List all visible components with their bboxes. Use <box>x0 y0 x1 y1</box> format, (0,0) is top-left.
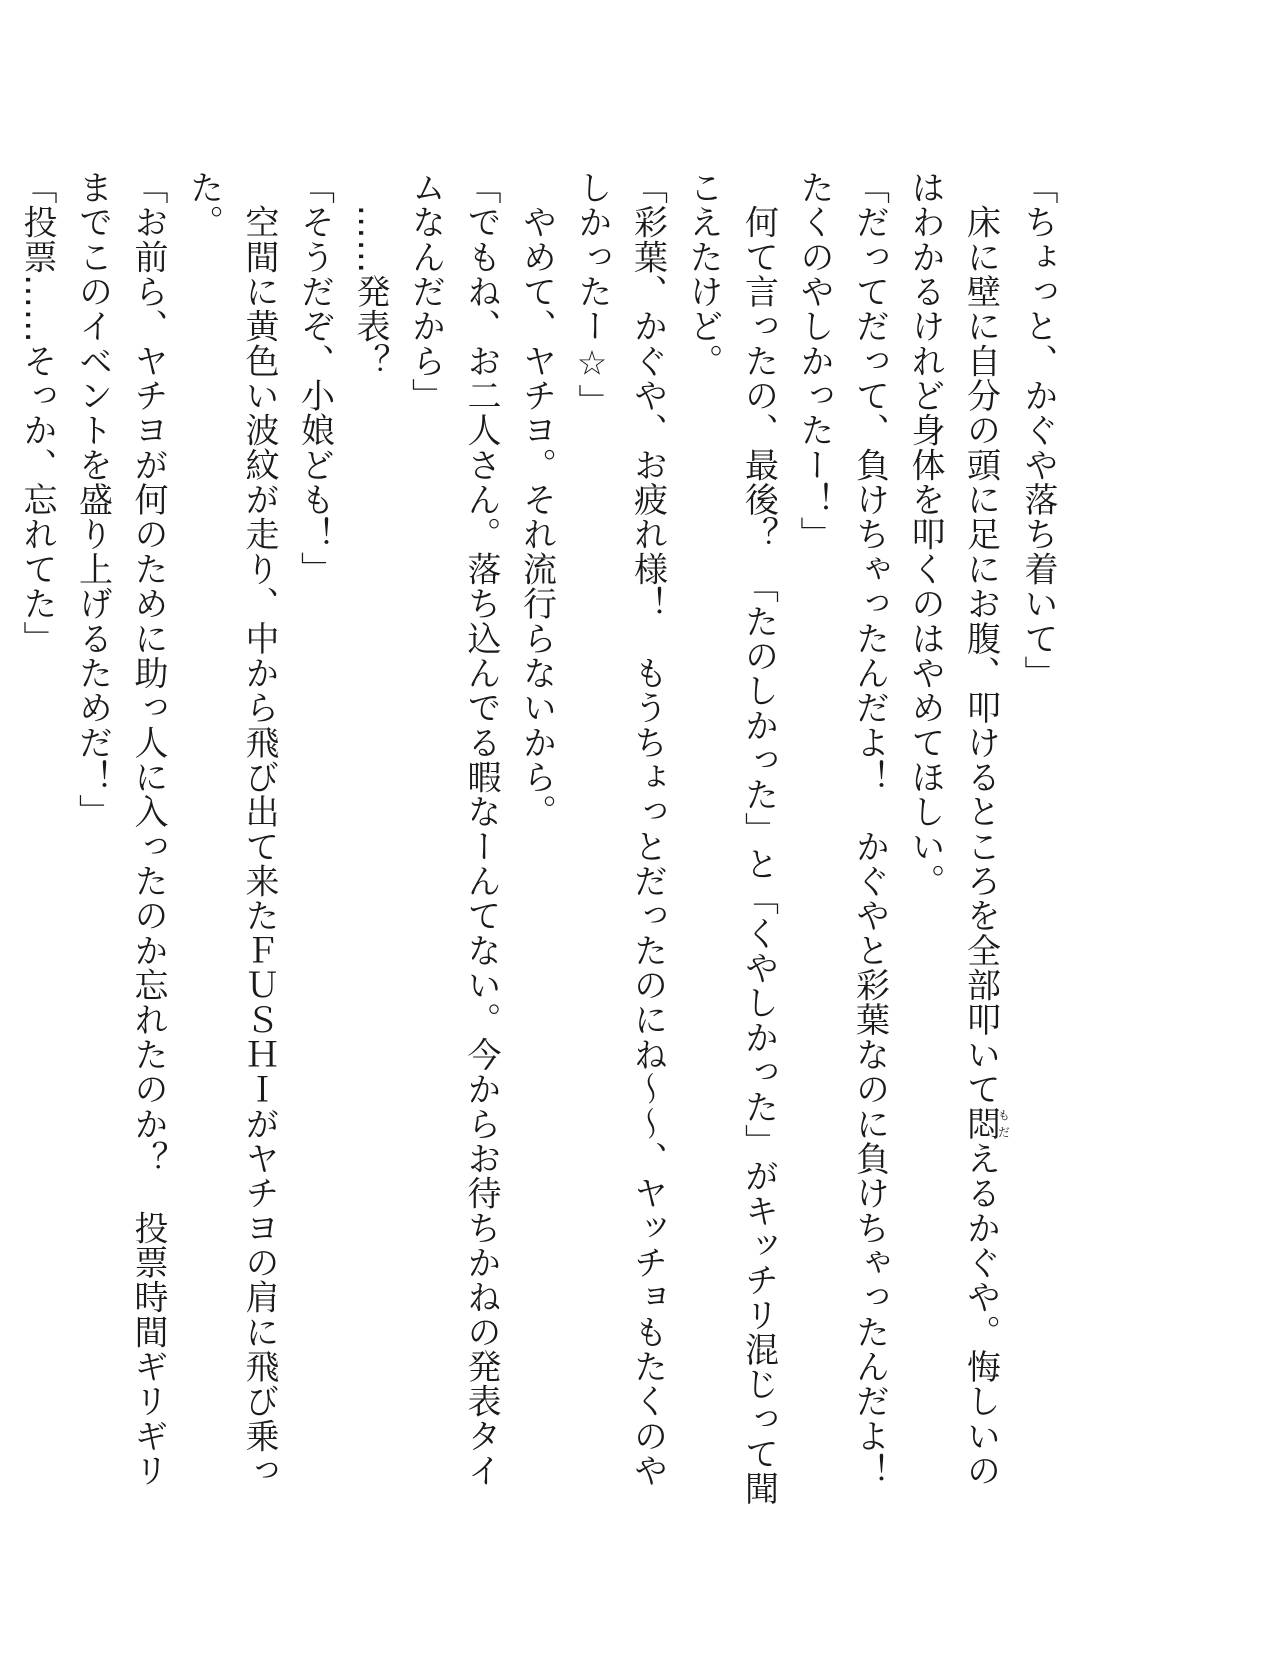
paragraph: 「そうだぞ、小娘ども！」 <box>294 170 335 587</box>
paragraph-text: えるかぐや。悔しいのはわかるけれど身体を叩くのはやめてほしい。 <box>905 170 1001 1488</box>
paragraph-with-ruby <box>897 170 1010 1510</box>
ruby-reading: もだ <box>996 1106 1011 1142</box>
paragraph: 「だってだって、負けちゃったんだよ！ かぐやと彩葉なのに負けちゃったんだよ！ たくのやしかったー！」 <box>794 170 890 1523</box>
paragraph-text: 床に壁に自分の頭に足にお腹、叩けるところを全部叩いて <box>960 170 1001 1107</box>
paragraph: ……発表？ <box>350 170 390 379</box>
paragraph: 「でもね、お二人さん。落ち込んでる暇なーんてない。今からお待ちかねの発表タイムなんだから」 <box>405 170 501 1488</box>
paragraph: 空間に黄色い波紋が走り、中から飛び出て来たＦＵＳＨＩがヤチヨの肩に飛び乗った。 <box>183 170 279 1488</box>
paragraph: 「お前ら、ヤチヨが何のために助っ人に入ったのか忘れたのか？ 投票時間ギリギリまでこのイベントを盛り上げるためだ！」 <box>72 170 168 1488</box>
paragraph: 「ちょっと、かぐや落ち着いて」 <box>1018 170 1058 691</box>
vertical-text-body <box>9 170 1066 1523</box>
ruby-annotation <box>960 1106 1011 1142</box>
paragraph: やめて、ヤチヨ。それ流行らないから。 <box>516 170 557 829</box>
paragraph: 「投票……そっか、忘れてた」 <box>17 170 57 656</box>
paragraph: 何て言ったの、最後？ 「たのしかった」と「くやしかった」がキッチリ混じって聞こえたけど。 <box>683 170 779 1506</box>
ruby-base: 悶 <box>960 1106 1001 1142</box>
paragraph: 「彩葉、かぐや、お疲れ様！ もうちょっとだったのにね〜〜、ヤッチョもたくのやしかったー☆」 <box>572 170 668 1488</box>
